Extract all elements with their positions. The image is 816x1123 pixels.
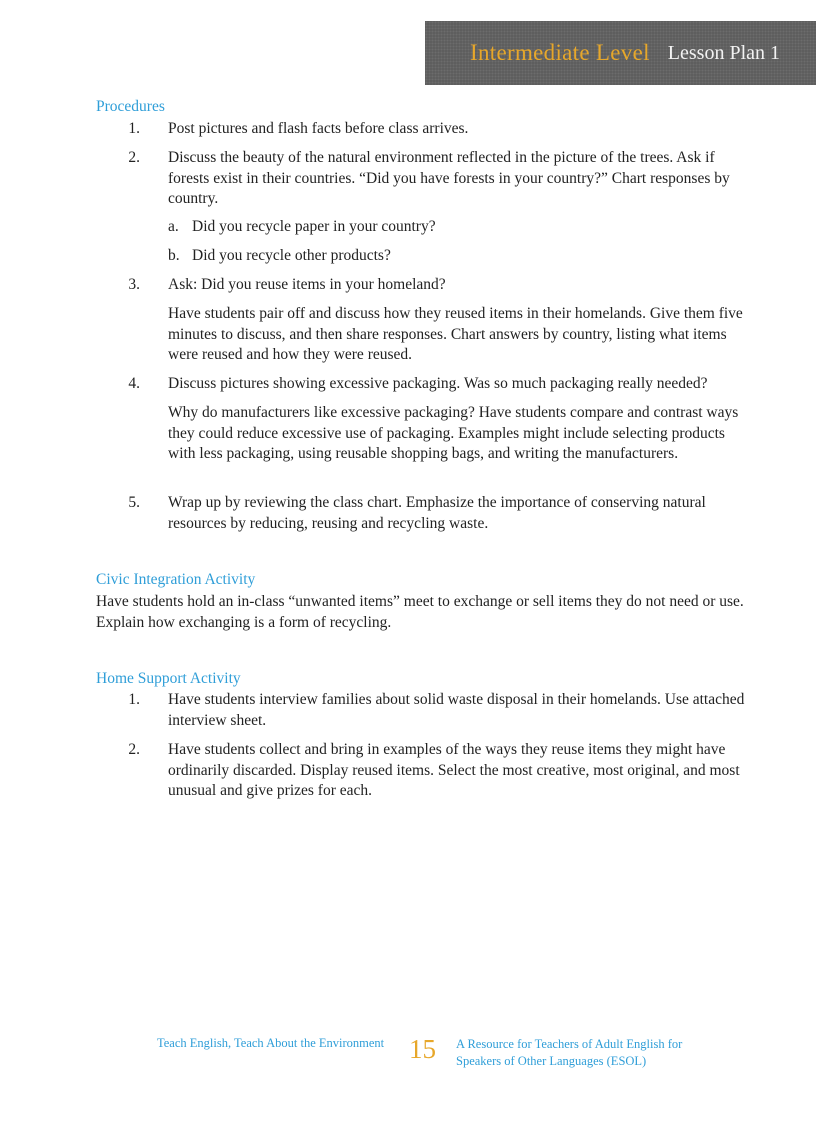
procedure-subitem-a (168, 217, 738, 238)
procedures-heading: Procedures (96, 98, 165, 115)
item-text: Have students collect and bring in examples of the ways they reuse items they might have ordinarily discarded. Display reused items. Select the most creative, most original, and most unusual and give prizes for each. (168, 741, 740, 799)
civic-heading: Civic Integration Activity (96, 571, 256, 588)
item-number: 3. (128, 276, 140, 293)
procedure-item-3-detail: Have students pair off and discuss how they reused items in their homelands. Give them five minutes to discuss, and then share responses. Chart answers by country, listing what items were reused and how they were reused. (168, 305, 743, 363)
procedure-subitem-b (168, 246, 738, 267)
item-number: 4. (128, 375, 140, 392)
subitem-letter: b. (168, 247, 180, 264)
item-text: Wrap up by reviewing the class chart. Emphasize the importance of conserving natural resources by reducing, reusing and recycling waste. (168, 494, 706, 532)
procedure-item-4-detail: Why do manufacturers like excessive packaging? Have students compare and contrast ways they could reduce excessive use of packaging. Examples might include selecting products with less packaging, using reusable shopping bags, and writing the manufacturers. (168, 404, 739, 462)
header-banner (425, 21, 816, 85)
item-text: Discuss pictures showing excessive packaging. Was so much packaging really needed? (168, 375, 708, 392)
subitem-letter: a. (168, 218, 179, 235)
subitem-text: Did you recycle other products? (192, 247, 391, 264)
subitem-text: Did you recycle paper in your country? (192, 218, 436, 235)
home-heading: Home Support Activity (96, 670, 241, 687)
footer-title: Teach English, Teach About the Environment (157, 1036, 385, 1050)
item-number: 1. (128, 691, 140, 708)
page-number: 15 (409, 1034, 436, 1064)
item-text: Have students interview families about solid waste disposal in their homelands. Use attached interview sheet. (168, 691, 745, 729)
item-text: Discuss the beauty of the natural environment reflected in the picture of the trees. Ask if forests exist in their countries. “Did you have forests in your country?” Chart responses by country. (168, 149, 730, 207)
level-title: Intermediate Level (470, 40, 650, 65)
item-text: Post pictures and flash facts before class arrives. (168, 120, 469, 137)
item-number: 5. (128, 494, 140, 511)
civic-text: Have students hold an in-class “unwanted items” meet to exchange or sell items they do not need or use. Explain how exchanging is a form of recycling. (96, 593, 744, 631)
lesson-plan-title: Lesson Plan 1 (667, 41, 780, 64)
item-number: 2. (128, 149, 140, 166)
item-number: 1. (128, 120, 140, 137)
item-number: 2. (128, 741, 140, 758)
item-text: Ask: Did you reuse items in your homeland? (168, 276, 446, 293)
footer-resource: A Resource for Teachers of Adult English for Speakers of Other Languages (ESOL) (456, 1037, 683, 1068)
